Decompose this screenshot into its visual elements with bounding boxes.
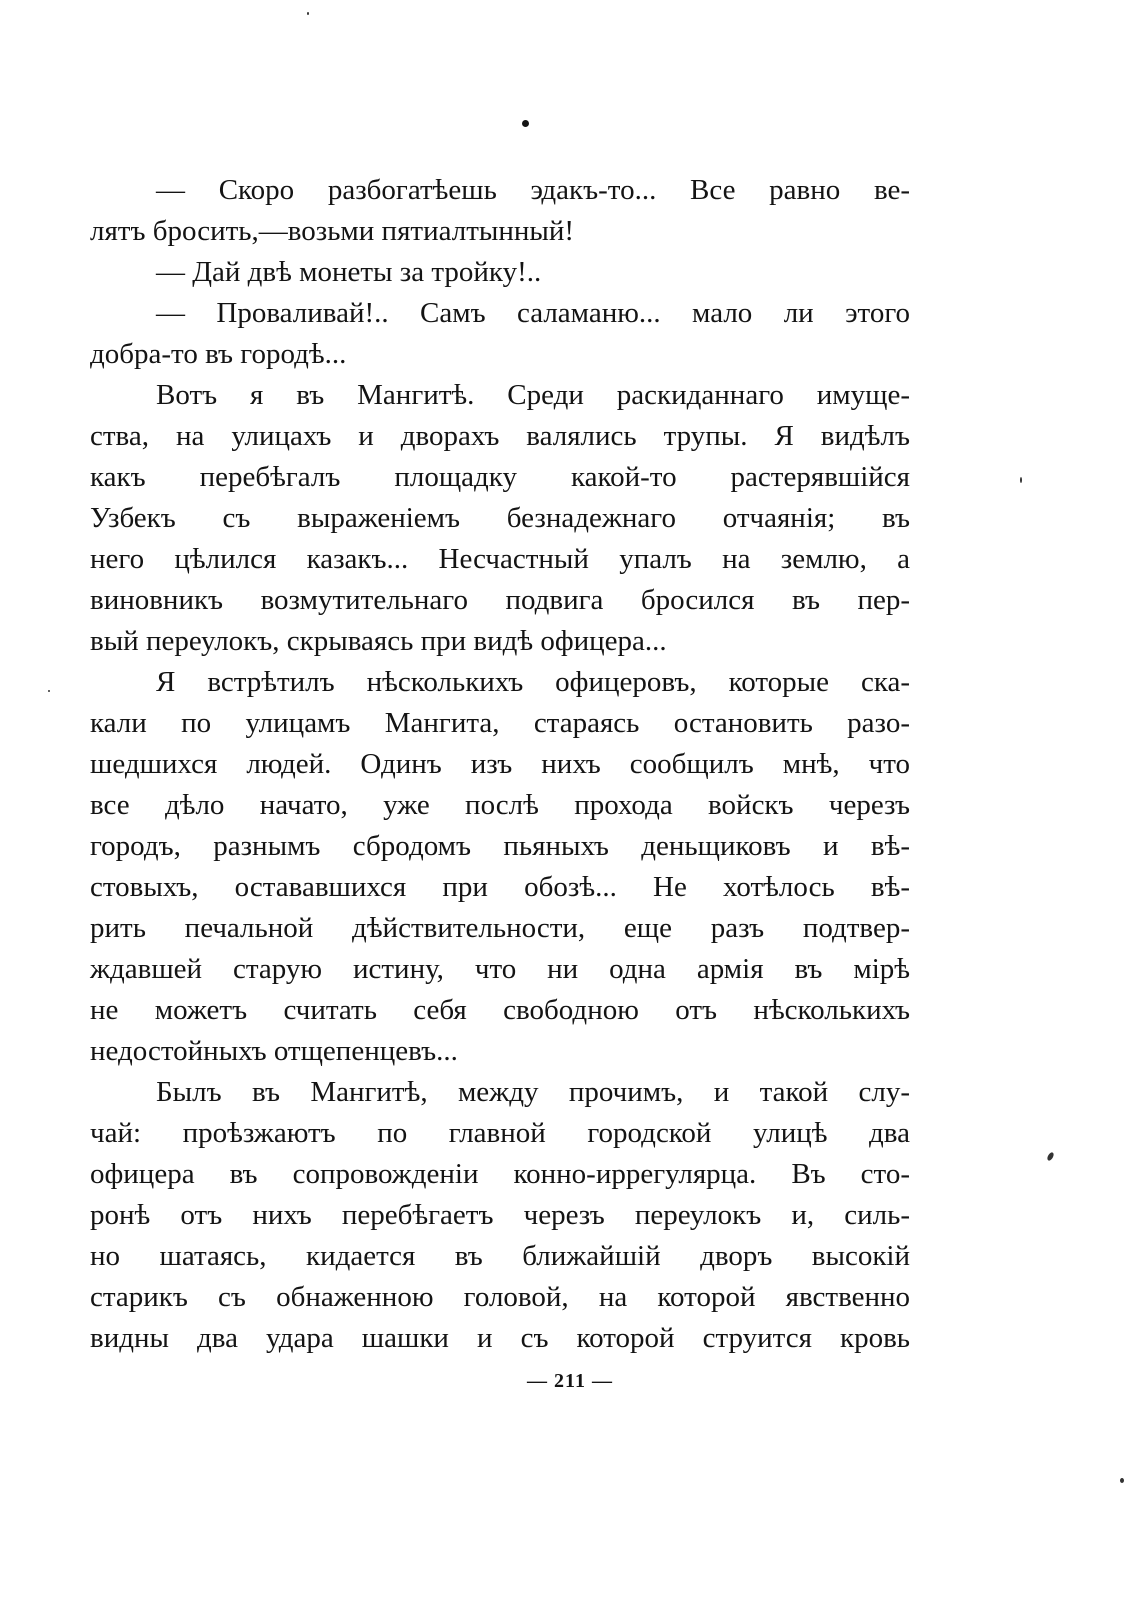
speck [1020,477,1022,483]
text-line: стовыхъ, остававшихся при обозѣ... Не хотѣлось вѣ- [90,871,910,903]
text-line: недостойныхъ отщепенцевъ... [90,1035,458,1067]
text-line: — Дай двѣ монеты за тройку!.. [156,256,542,288]
speck [307,12,309,15]
text-line: видны два удара шашки и съ которой струится кровь [90,1322,910,1354]
speck [1046,1151,1055,1161]
text-line: — Скоро разбогатѣешь эдакъ-то... Все равно ве- [156,174,910,206]
text-line: все дѣло начато, уже послѣ прохода войскъ черезъ [90,789,910,821]
text-line: Вотъ я въ Мангитѣ. Среди раскиданнаго имуще- [156,379,910,411]
text-line: — Проваливай!.. Самъ саламаню... мало ли этого [156,297,910,329]
body-text [90,170,910,1359]
text-line: добра-то въ городѣ... [90,338,347,370]
text-line: чай: проѣзжаютъ по главной городской улицѣ два [90,1117,910,1149]
text-line: ждавшей старую истину, что ни одна армія въ мірѣ [90,953,910,985]
text-line: Я встрѣтилъ нѣсколькихъ офицеровъ, которые ска- [156,666,910,698]
text-line: Узбекъ съ выраженіемъ безнадежнаго отчаянія; въ [90,502,910,534]
page-number: — 211 — [527,1370,613,1392]
text-line: какъ перебѣгалъ площадку какой-то растерявшійся [90,461,910,493]
text-line: не можетъ считать себя свободною отъ нѣсколькихъ [90,994,910,1026]
text-line: него цѣлился казакъ... Несчастный упалъ на землю, а [90,543,910,575]
text-line: шедшихся людей. Одинъ изъ нихъ сообщилъ мнѣ, что [90,748,910,780]
text-line: Былъ въ Мангитѣ, между прочимъ, и такой слу- [156,1076,910,1108]
text-line: ронѣ отъ нихъ перебѣгаетъ черезъ переулокъ и, силь- [90,1199,910,1231]
speck [1120,1478,1124,1483]
text-line: старикъ съ обнаженною головой, на которой явственно [90,1281,910,1313]
text-line: городъ, разнымъ сбродомъ пьяныхъ деньщиковъ и вѣ- [90,830,910,862]
text-line: но шатаясь, кидается въ ближайшій дворъ высокій [90,1240,910,1272]
text-line: офицера въ сопровожденіи конно-иррегулярца. Въ сто- [90,1158,910,1190]
text-line: виновникъ возмутительнаго подвига бросился въ пер- [90,584,910,616]
text-line: кали по улицамъ Мангита, стараясь остановить разо- [90,707,910,739]
text-line: лятъ бросить,—возьми пятиалтынный! [90,215,575,247]
text-line: рить печальной дѣйствительности, еще разъ подтвер- [90,912,910,944]
text-line: ства, на улицахъ и дворахъ валялись трупы. Я видѣлъ [90,420,910,452]
speck [48,690,50,692]
text-line: вый переулокъ, скрываясь при видѣ офицера... [90,625,667,657]
ink-dot [522,120,529,127]
